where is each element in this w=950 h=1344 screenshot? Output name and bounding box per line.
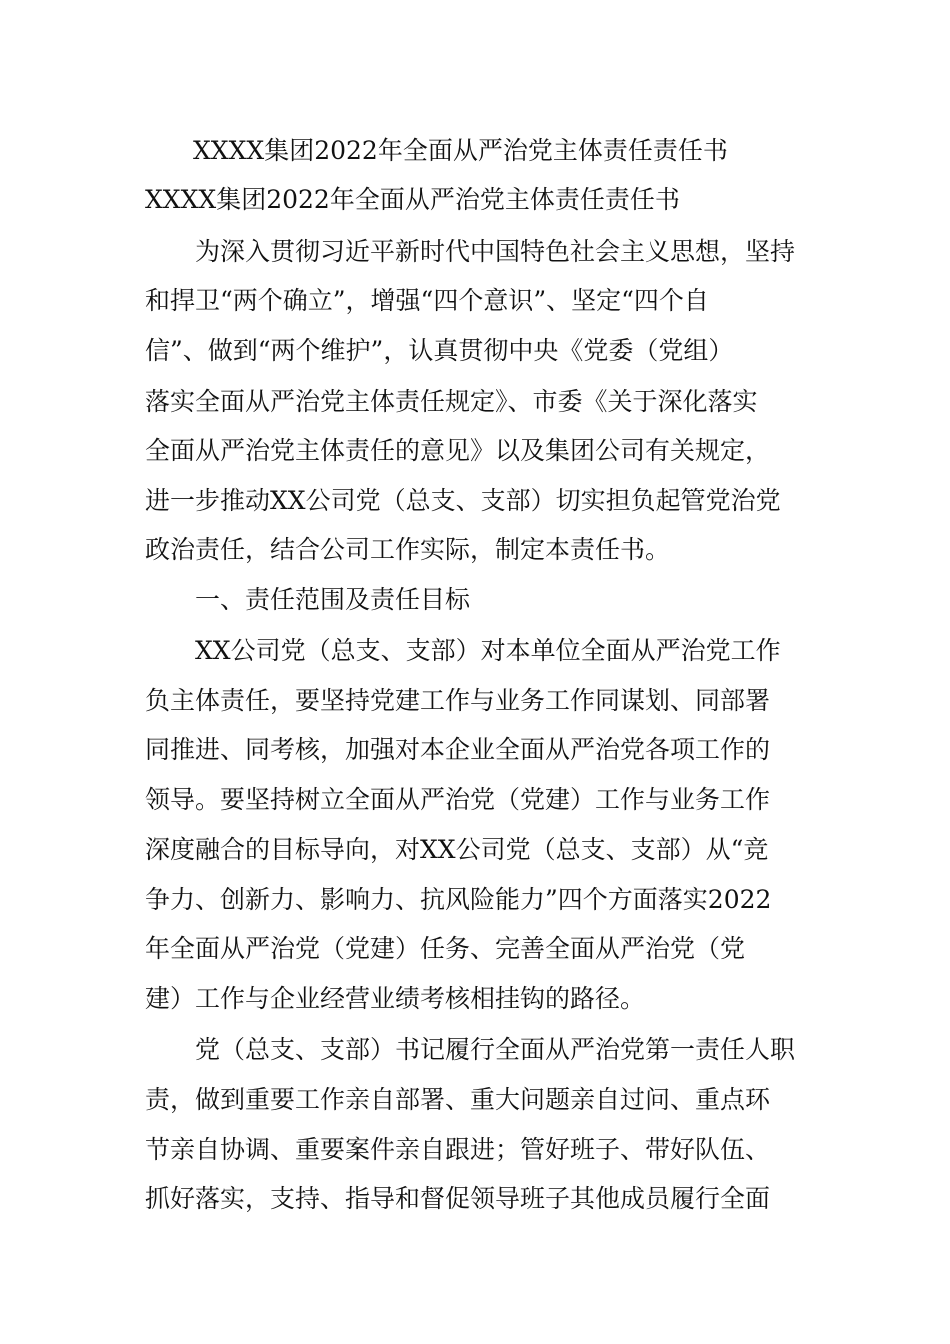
paragraph-line: 和捍卫“两个确立”，增强“四个意识”、坚定“四个自 (145, 286, 709, 315)
paragraph-line: 深度融合的目标导向，对XX公司党（总支、支部）从“竞 (145, 835, 769, 864)
paragraph-line: 建）工作与企业经营业绩考核相挂钩的路径。 (145, 984, 646, 1013)
paragraph-line: 为深入贯彻习近平新时代中国特色社会主义思想，坚持 (145, 237, 796, 266)
paragraph-line: 争力、创新力、影响力、抗风险能力”四个方面落实2022 (145, 885, 772, 914)
paragraph-line: 节亲自协调、重要案件亲自跟进；管好班子、带好队伍、 (145, 1135, 771, 1164)
paragraph-line: 政治责任，结合公司工作实际，制定本责任书。 (145, 535, 671, 564)
section-heading: 一、责任范围及责任目标 (145, 585, 471, 614)
paragraph-line: 领导。要坚持树立全面从严治党（党建）工作与业务工作 (145, 785, 771, 814)
paragraph-line: 信”、做到“两个维护”，认真贯彻中央《党委（党组） (145, 336, 734, 365)
document-subtitle: XXXX集团2022年全面从严治党主体责任责任书 (145, 185, 680, 214)
paragraph-line: 落实全面从严治党主体责任规定》、市委《关于深化落实 (145, 387, 758, 416)
paragraph-line: 党（总支、支部）书记履行全面从严治党第一责任人职 (145, 1035, 796, 1064)
paragraph-line: 全面从严治党主体责任的意见》以及集团公司有关规定， (145, 436, 771, 465)
paragraph-line: 同推进、同考核，加强对本企业全面从严治党各项工作的 (145, 735, 771, 764)
document-title: XXXX集团2022年全面从严治党主体责任责任书 (193, 136, 728, 165)
paragraph-line: XX公司党（总支、支部）对本单位全面从严治党工作 (145, 636, 781, 665)
paragraph-line: 抓好落实，支持、指导和督促领导班子其他成员履行全面 (145, 1184, 771, 1213)
paragraph-line: 责，做到重要工作亲自部署、重大问题亲自过问、重点环 (145, 1085, 771, 1114)
paragraph-line: 年全面从严治党（党建）任务、完善全面从严治党（党 (145, 934, 746, 963)
paragraph-line: 负主体责任，要坚持党建工作与业务工作同谋划、同部署 (145, 686, 771, 715)
paragraph-line: 进一步推动XX公司党（总支、支部）切实担负起管党治党 (145, 486, 781, 515)
